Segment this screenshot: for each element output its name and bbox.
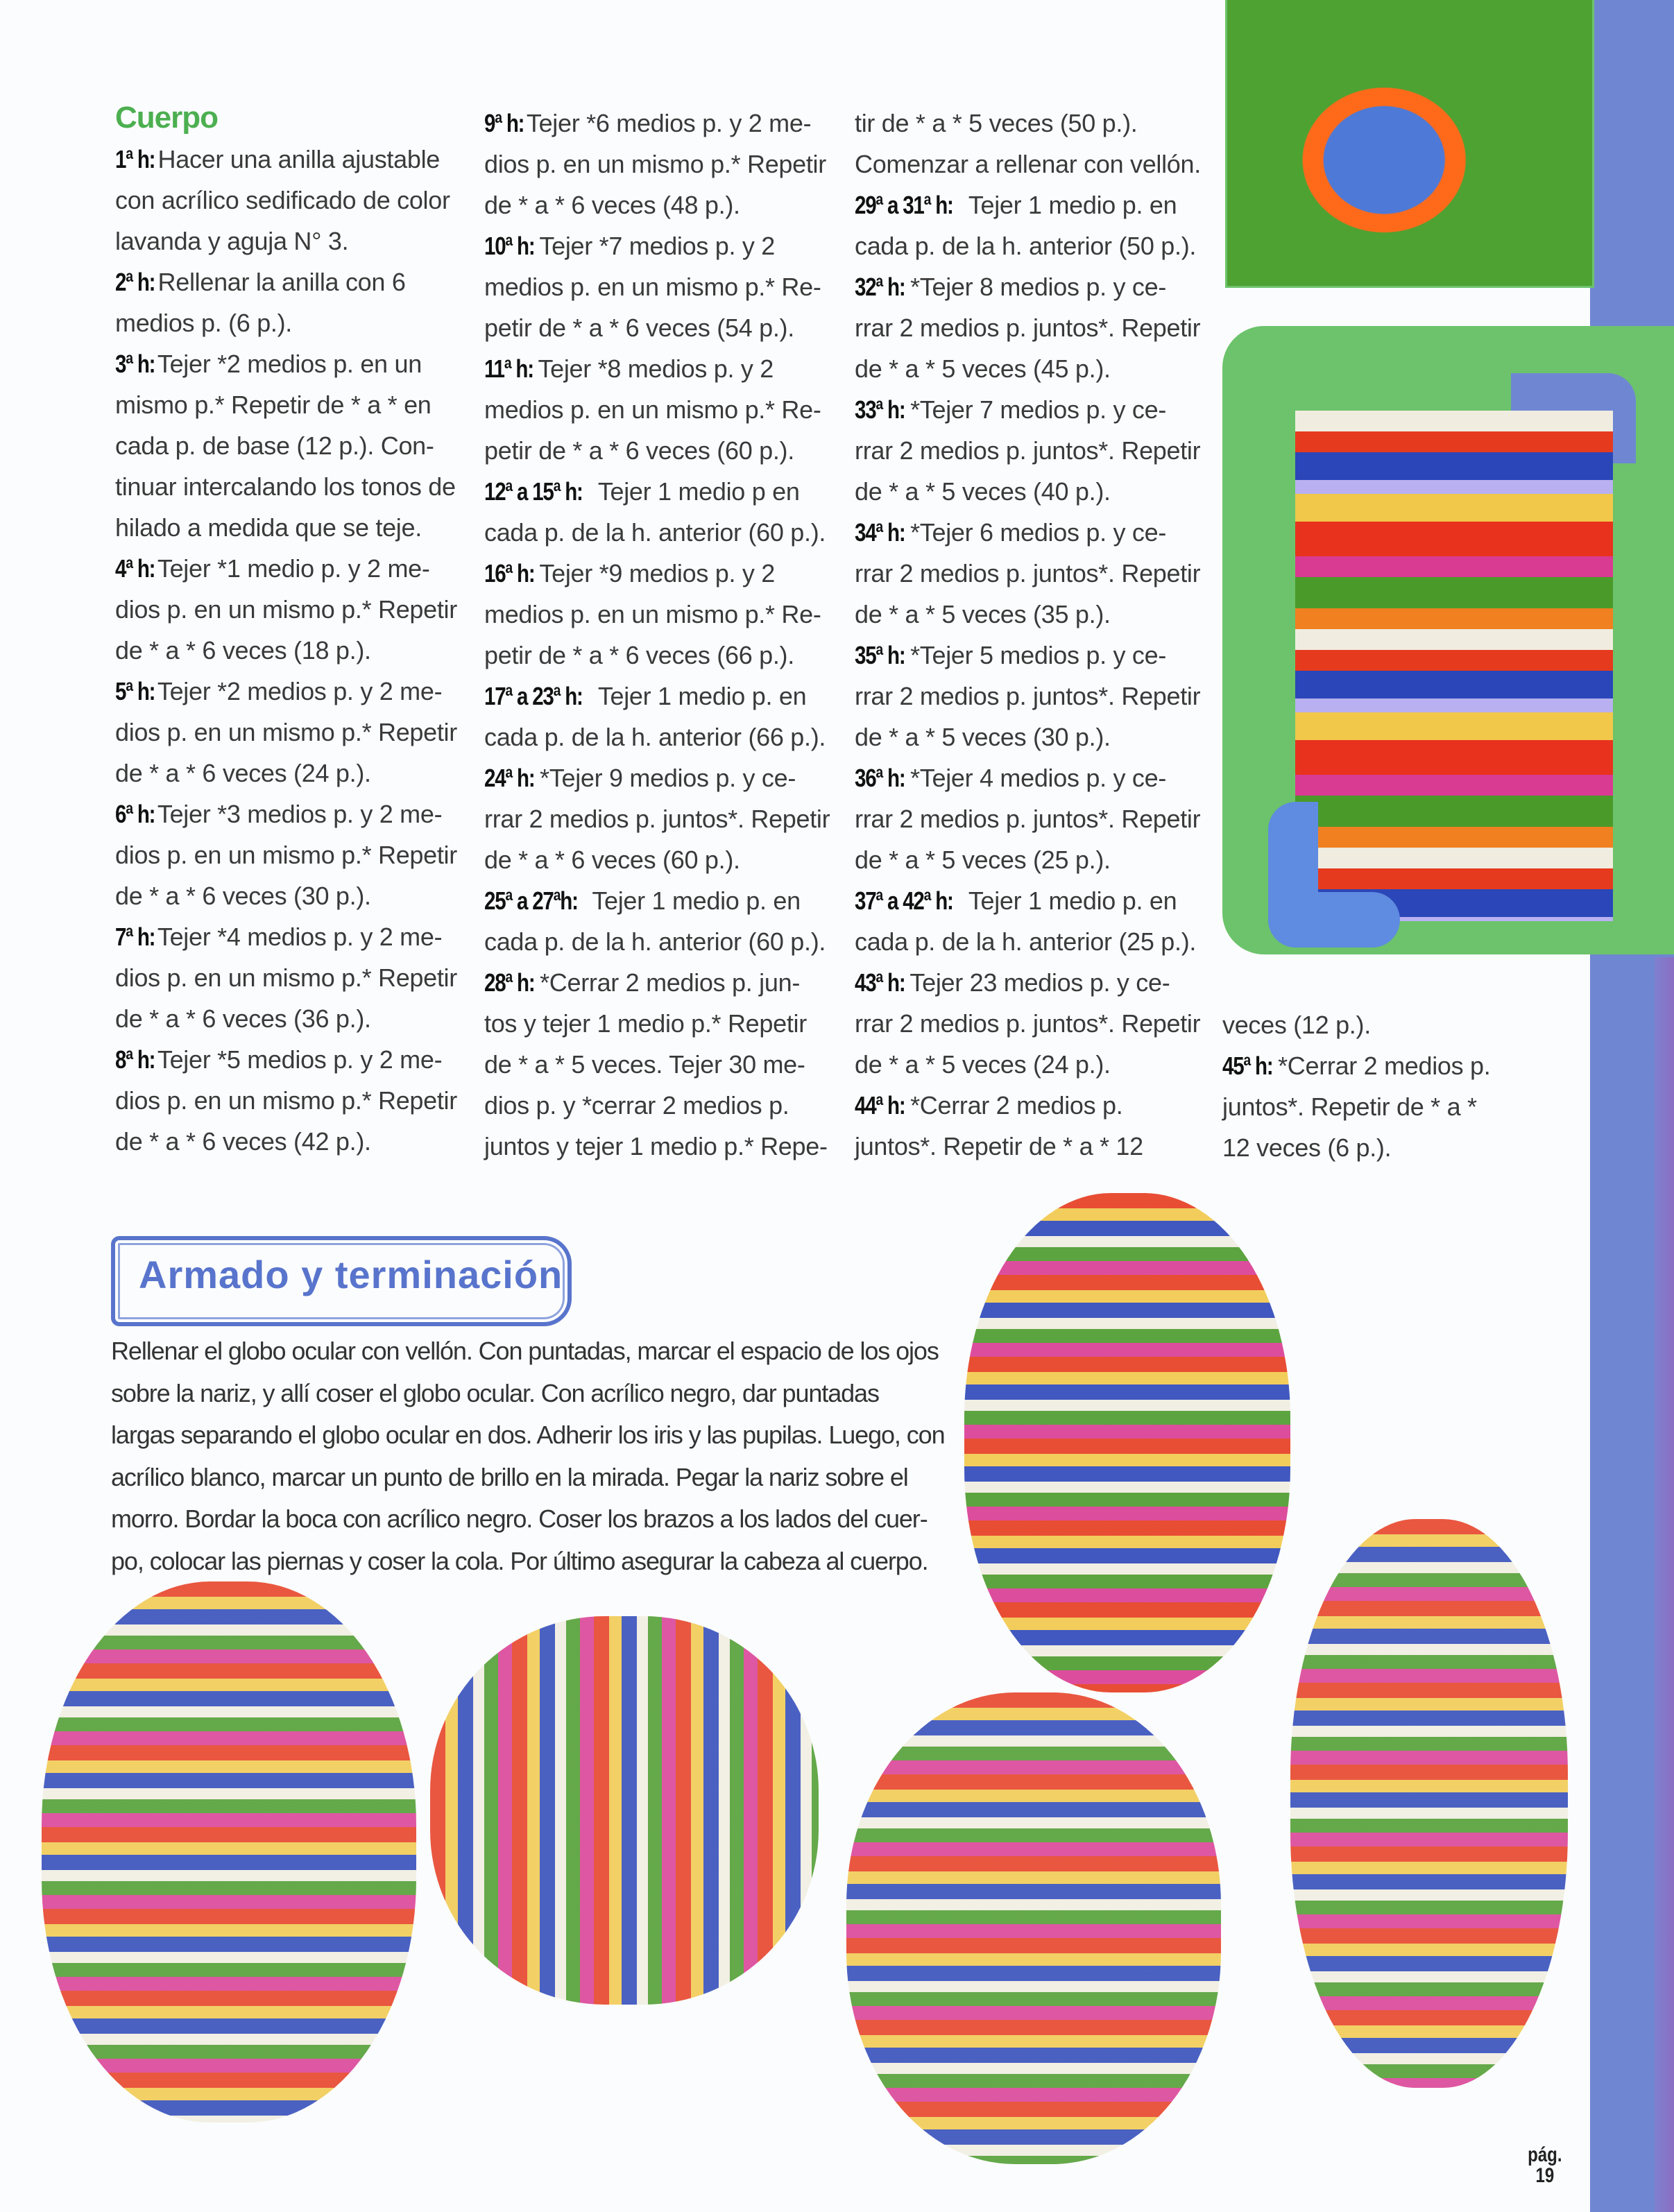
row-text: rrar 2 medios p. juntos*. Repetir — [484, 805, 830, 833]
row-text: de * a * 6 veces (24 p.). — [115, 759, 371, 787]
instruction-line — [855, 717, 1202, 757]
instruction-line — [855, 921, 1202, 962]
paragraph-line: acrílico blanco, marcar un punto de brillo en la mirada. Pegar la nariz sobre el — [111, 1462, 908, 1491]
instruction-line — [855, 553, 1202, 594]
row-text: con acrílico sedificado de color — [115, 186, 450, 214]
row-text: cada p. de la h. anterior (60 p.). — [484, 927, 826, 956]
row-label: 11ª h: — [484, 354, 533, 383]
instruction-line — [1222, 1127, 1514, 1168]
instruction-line — [115, 589, 462, 630]
instruction-line — [855, 430, 1202, 471]
row-text: Tejer *1 medio p. y 2 me- — [157, 554, 430, 583]
instruction-line — [115, 794, 462, 834]
row-text: de * a * 5 veces (35 p.). — [855, 600, 1111, 628]
row-text: dios p. en un mismo p.* Repetir — [115, 1086, 457, 1115]
row-label: 44ª h: — [855, 1091, 905, 1120]
instruction-line — [855, 144, 1202, 185]
row-text: Tejer *6 medios p. y 2 me- — [526, 109, 812, 137]
row-text: hilado a medida que se teje. — [115, 513, 422, 542]
row-text: *Tejer 5 medios p. y ce- — [910, 641, 1167, 669]
row-text: *Tejer 8 medios p. y ce- — [910, 273, 1167, 301]
instruction-line — [855, 512, 1202, 553]
row-text: Tejer *7 medios p. y 2 — [539, 232, 775, 260]
row-text: dios p. y *cerrar 2 medios p. — [484, 1091, 789, 1120]
instructions-column-3 — [855, 103, 1202, 1167]
row-text: *Tejer 4 medios p. y ce- — [910, 764, 1167, 792]
instructions-column-1 — [115, 97, 462, 1162]
row-text: de * a * 5 veces (24 p.). — [855, 1050, 1111, 1079]
row-text: *Tejer 7 medios p. y ce- — [910, 395, 1167, 424]
row-label: 6ª h: — [115, 800, 155, 828]
photo-body-bottom-closeup — [1225, 0, 1594, 288]
instruction-line — [115, 998, 462, 1039]
instruction-line — [115, 916, 462, 957]
instruction-line — [484, 717, 831, 757]
instruction-line — [484, 635, 831, 676]
instruction-line — [484, 307, 831, 348]
row-label: 45ª h: — [1222, 1052, 1273, 1080]
instruction-line — [115, 1039, 462, 1080]
instruction-line — [115, 384, 462, 425]
row-label: 4ª h: — [115, 554, 155, 583]
row-text: juntos y tejer 1 medio p.* Repe- — [484, 1132, 828, 1160]
instructions-column-4 — [1222, 1004, 1514, 1168]
row-text: mismo p.* Repetir de * a * en — [115, 391, 432, 419]
row-text: Tejer *5 medios p. y 2 me- — [157, 1045, 443, 1074]
row-text: rrar 2 medios p. juntos*. Repetir — [855, 436, 1201, 465]
instruction-line — [115, 834, 462, 875]
paragraph-line: Rellenar el globo ocular con vellón. Con puntadas, marcar el espacio de los ojos — [111, 1337, 939, 1365]
instruction-line — [115, 753, 462, 794]
row-text: medios p. (6 p.). — [115, 309, 293, 337]
row-text: Tejer *4 medios p. y 2 me- — [157, 923, 443, 951]
row-text: 12 veces (6 p.). — [1222, 1133, 1392, 1162]
paragraph-line: po, colocar las piernas y coser la cola. Por último asegurar la cabeza al cuerpo. — [111, 1546, 928, 1575]
photo-toy-standing-right — [1290, 1519, 1568, 2088]
row-label: 9ª h: — [484, 109, 524, 137]
row-text: medios p. en un mismo p.* Re- — [484, 600, 821, 628]
instruction-line — [484, 1126, 831, 1167]
row-text: Hacer una anilla ajustable — [157, 145, 440, 173]
row-text: rrar 2 medios p. juntos*. Repetir — [855, 805, 1201, 833]
row-text: de * a * 5 veces (40 p.). — [855, 477, 1111, 506]
row-text: de * a * 6 veces (18 p.). — [115, 636, 371, 665]
row-text: medios p. en un mismo p.* Re- — [484, 273, 821, 301]
row-text: de * a * 6 veces (30 p.). — [115, 882, 371, 910]
armado-paragraph — [111, 1330, 964, 1582]
row-label: 16ª h: — [484, 559, 535, 588]
row-list — [855, 103, 1202, 1167]
instruction-line — [484, 103, 831, 144]
instruction-line — [484, 1085, 831, 1126]
row-text: rrar 2 medios p. juntos*. Repetir — [855, 314, 1201, 342]
instruction-line — [1222, 1004, 1514, 1045]
row-label: 24ª h: — [484, 764, 535, 792]
row-label: 3ª h: — [115, 350, 155, 378]
instruction-line — [115, 221, 462, 262]
instruction-line — [855, 676, 1202, 717]
instruction-line — [115, 548, 462, 589]
photo-body-striped-closeup — [1295, 411, 1613, 921]
instruction-line — [484, 839, 831, 880]
row-text: veces (12 p.). — [1222, 1011, 1371, 1039]
row-list — [1222, 1004, 1514, 1168]
row-text: Tejer *8 medios p. y 2 — [538, 354, 774, 383]
instruction-line — [484, 225, 831, 266]
instruction-line — [484, 389, 831, 430]
instruction-line — [484, 144, 831, 185]
row-text: de * a * 6 veces (48 p.). — [484, 191, 740, 219]
row-text: rrar 2 medios p. juntos*. Repetir — [855, 1009, 1201, 1038]
row-label: 10ª h: — [484, 232, 535, 260]
row-label: 36ª h: — [855, 764, 905, 792]
row-label: 25ª a 27ªh: — [484, 886, 578, 915]
instruction-line — [855, 1085, 1202, 1126]
row-text: lavanda y aguja N° 3. — [115, 227, 349, 255]
row-text: *Tejer 9 medios p. y ce- — [540, 764, 796, 792]
photo-toy-sitting-left — [42, 1581, 416, 2123]
instruction-line — [855, 389, 1202, 430]
row-label: 32ª h: — [855, 273, 905, 301]
row-text: Tejer 1 medio p en — [597, 477, 800, 506]
instruction-line — [855, 1126, 1202, 1167]
instruction-line — [855, 594, 1202, 635]
instruction-line — [115, 671, 462, 712]
instruction-line — [855, 307, 1202, 348]
instruction-line — [484, 676, 831, 717]
row-text: tir de * a * 5 veces (50 p.). — [855, 109, 1138, 137]
row-text: Tejer *3 medios p. y 2 me- — [157, 800, 443, 828]
section-title-cuerpo: Cuerpo — [115, 101, 218, 135]
row-label: 28ª h: — [484, 968, 535, 997]
row-text: cada p. de la h. anterior (50 p.). — [855, 232, 1197, 260]
side-decorative-stripe-purple — [1655, 957, 1674, 2212]
row-label: 33ª h: — [855, 395, 905, 424]
row-text: Tejer 23 medios p. y ce- — [909, 968, 1170, 997]
instruction-line — [484, 348, 831, 389]
row-text: cada p. de la h. anterior (25 p.). — [855, 927, 1197, 956]
instruction-line — [115, 507, 462, 548]
row-text: rrar 2 medios p. juntos*. Repetir — [855, 559, 1201, 588]
row-label: 43ª h: — [855, 968, 905, 997]
row-text: petir de * a * 6 veces (66 p.). — [484, 641, 794, 669]
row-label: 37ª a 42ª h: — [855, 886, 953, 915]
instruction-line — [1222, 1045, 1514, 1086]
instruction-line — [115, 466, 462, 507]
instruction-line — [115, 875, 462, 916]
instruction-line — [484, 430, 831, 471]
row-text: *Tejer 6 medios p. y ce- — [910, 518, 1167, 547]
instruction-line — [484, 1044, 831, 1085]
row-label: 5ª h: — [115, 677, 155, 705]
row-text: de * a * 6 veces (42 p.). — [115, 1127, 371, 1156]
instructions-column-2 — [484, 103, 831, 1167]
instruction-line — [855, 103, 1202, 144]
photo-toy-lying-side — [430, 1616, 819, 2005]
row-text: Rellenar la anilla con 6 — [157, 268, 406, 296]
row-label: 2ª h: — [115, 268, 155, 296]
row-text: *Cerrar 2 medios p. jun- — [540, 968, 801, 997]
instruction-line — [855, 880, 1202, 921]
row-text: Tejer *9 medios p. y 2 — [539, 559, 775, 588]
instruction-line — [115, 139, 462, 180]
row-text: dios p. en un mismo p.* Repetir — [484, 150, 826, 178]
instruction-line — [484, 880, 831, 921]
row-text: tinuar intercalando los tonos de — [115, 472, 456, 501]
instruction-line — [855, 348, 1202, 389]
instruction-line — [855, 185, 1202, 225]
photo-toy-back — [846, 1692, 1221, 2164]
instruction-line — [484, 757, 831, 798]
instruction-line — [484, 471, 831, 512]
row-text: de * a * 5 veces (25 p.). — [855, 846, 1111, 874]
instruction-line — [855, 962, 1202, 1003]
paragraph-line: sobre la nariz, y allí coser el globo ocular. Con acrílico negro, dar puntadas — [111, 1378, 879, 1407]
instruction-line — [855, 1044, 1202, 1085]
instruction-line — [1222, 1086, 1514, 1127]
instruction-line — [484, 962, 831, 1003]
row-text: dios p. en un mismo p.* Repetir — [115, 595, 457, 624]
row-text: Tejer *2 medios p. y 2 me- — [157, 677, 443, 705]
row-label: 8ª h: — [115, 1045, 155, 1074]
row-text: juntos*. Repetir de * a * 12 — [855, 1132, 1143, 1160]
row-label: 34ª h: — [855, 518, 905, 547]
row-text: dios p. en un mismo p.* Repetir — [115, 963, 457, 992]
instruction-line — [855, 839, 1202, 880]
instruction-line — [484, 266, 831, 307]
photo-toy-standing-front — [964, 1193, 1290, 1692]
row-text: de * a * 5 veces (30 p.). — [855, 723, 1111, 751]
instruction-line — [115, 1121, 462, 1162]
row-text: de * a * 6 veces (36 p.). — [115, 1004, 371, 1033]
row-text: tos y tejer 1 medio p.* Repetir — [484, 1009, 807, 1038]
row-text: Comenzar a rellenar con vellón. — [855, 150, 1201, 178]
instruction-line — [115, 180, 462, 221]
row-text: *Cerrar 2 medios p. — [910, 1091, 1123, 1120]
instruction-line — [115, 1080, 462, 1121]
instruction-line — [484, 512, 831, 553]
page-label: pág. — [1528, 2143, 1562, 2166]
row-text: Tejer *2 medios p. en un — [157, 350, 422, 378]
instruction-line — [484, 553, 831, 594]
row-list — [115, 139, 462, 1162]
page-number-value: 19 — [1535, 2164, 1555, 2187]
instruction-line — [115, 957, 462, 998]
page-number — [1528, 2145, 1562, 2186]
row-text: de * a * 6 veces (60 p.). — [484, 846, 740, 874]
row-text: de * a * 5 veces (45 p.). — [855, 354, 1111, 383]
row-text: cada p. de base (12 p.). Con- — [115, 431, 434, 460]
row-text: medios p. en un mismo p.* Re- — [484, 395, 821, 424]
instruction-line — [115, 425, 462, 466]
row-label: 1ª h: — [115, 145, 155, 173]
row-text: Tejer 1 medio p. en — [968, 191, 1177, 219]
instruction-line — [855, 798, 1202, 839]
instruction-line — [115, 712, 462, 753]
row-text: dios p. en un mismo p.* Repetir — [115, 841, 457, 869]
instruction-line — [855, 225, 1202, 266]
section-title-armado: Armado y terminación — [139, 1253, 563, 1296]
row-text: cada p. de la h. anterior (60 p.). — [484, 518, 826, 547]
paragraph-line: largas separando el globo ocular en dos. Adherir los iris y las pupilas. Luego, con — [111, 1421, 945, 1449]
row-text: dios p. en un mismo p.* Repetir — [115, 718, 457, 746]
paragraph-line: morro. Bordar la boca con acrílico negro. Coser los brazos a los lados del cuer- — [111, 1504, 928, 1533]
instruction-line — [855, 1003, 1202, 1044]
instruction-line — [484, 594, 831, 635]
row-text: Tejer 1 medio p. en — [597, 682, 807, 710]
row-label: 7ª h: — [115, 923, 155, 951]
instruction-line — [484, 185, 831, 225]
row-label: 35ª h: — [855, 641, 905, 669]
row-text: *Cerrar 2 medios p. — [1278, 1052, 1491, 1080]
instruction-line — [855, 635, 1202, 676]
row-text: juntos*. Repetir de * a * — [1222, 1092, 1477, 1121]
instruction-line — [855, 266, 1202, 307]
row-label: 29ª a 31ª h: — [855, 191, 953, 219]
instruction-line — [484, 1003, 831, 1044]
instruction-line — [115, 343, 462, 384]
instruction-line — [484, 798, 831, 839]
row-list — [484, 103, 831, 1167]
row-label: 12ª a 15ª h: — [484, 477, 583, 506]
instruction-line — [855, 757, 1202, 798]
row-label: 17ª a 23ª h: — [484, 682, 583, 710]
row-text: Tejer 1 medio p. en — [968, 886, 1177, 915]
instruction-line — [115, 630, 462, 671]
instruction-line — [115, 262, 462, 302]
instruction-line — [115, 302, 462, 343]
row-text: petir de * a * 6 veces (54 p.). — [484, 314, 794, 342]
frame-corner-accent-bottom-foot — [1268, 892, 1400, 948]
instruction-line — [484, 921, 831, 962]
row-text: rrar 2 medios p. juntos*. Repetir — [855, 682, 1201, 710]
instruction-line — [855, 471, 1202, 512]
row-text: de * a * 5 veces. Tejer 30 me- — [484, 1050, 805, 1079]
row-text: petir de * a * 6 veces (60 p.). — [484, 436, 794, 465]
row-text: Tejer 1 medio p. en — [592, 886, 801, 915]
row-text: cada p. de la h. anterior (66 p.). — [484, 723, 826, 751]
